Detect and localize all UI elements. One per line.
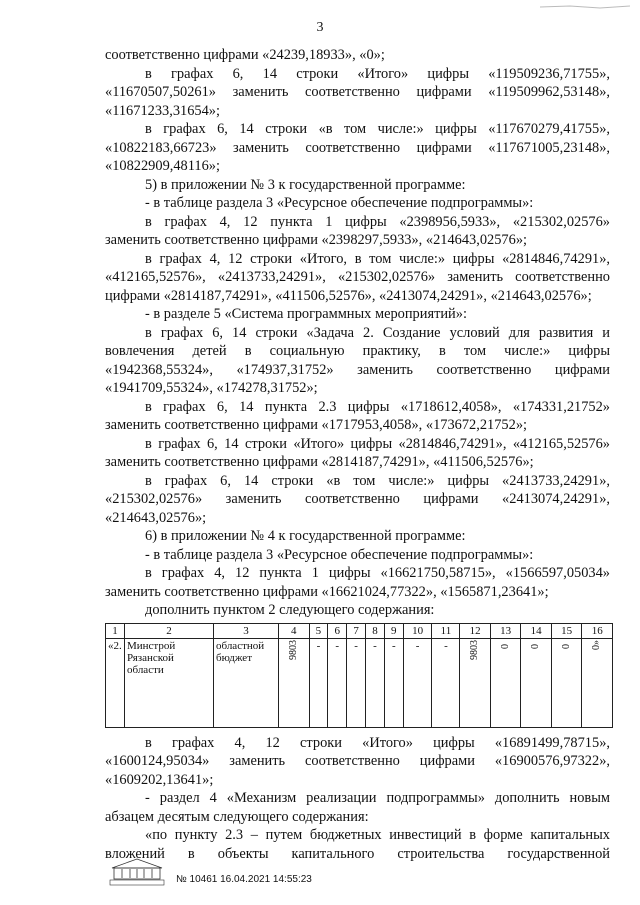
text-line: «1609202,13641»; bbox=[105, 771, 214, 788]
text-line: «1600124,95034» заменить соответственно цифрами «16900576,97322», bbox=[105, 753, 610, 769]
text-line: в графах 4, 12 пункта 1 цифры «2398956,5933», «215302,02576» bbox=[145, 213, 610, 230]
table-header-cell: 1 bbox=[106, 623, 125, 638]
text-line: «412165,52576», «2413733,24291», «215302,02576» заменить соответственно bbox=[105, 269, 610, 285]
government-building-logo bbox=[108, 856, 166, 886]
table-header-cell: 2 bbox=[125, 623, 214, 638]
text-line: - в таблице раздела 3 «Ресурсное обеспечение подпрограммы»: bbox=[145, 546, 534, 563]
table-cell: - bbox=[328, 638, 347, 727]
table-header-cell: 8 bbox=[366, 623, 385, 638]
table-header-cell: 14 bbox=[521, 623, 552, 638]
text-line: - раздел 4 «Механизм реализации подпрограммы» дополнить новым bbox=[145, 790, 610, 806]
text-line: - в таблице раздела 3 «Ресурсное обеспечение подпрограммы»: bbox=[145, 195, 534, 211]
table-cell bbox=[582, 638, 613, 727]
table-cell bbox=[521, 638, 552, 727]
table-header-cell: 3 bbox=[214, 623, 279, 638]
table-cell: Минстрой Рязанской области bbox=[125, 638, 214, 727]
text-line: 5) в приложении № 3 к государственной программе: bbox=[145, 176, 466, 193]
text-line: вложений в объекты капитального строительства государственной bbox=[105, 845, 610, 862]
table-cell: - bbox=[366, 638, 385, 727]
table-cell: - bbox=[384, 638, 403, 727]
table-cell-text: 0 bbox=[530, 643, 542, 649]
text-line: «215302,02576» заменить соответственно цифрами «2413074,24291», bbox=[105, 491, 610, 507]
text-line: заменить соответственно цифрами «2814187,74291», «411506,52576»; bbox=[105, 454, 534, 470]
text-line: в графах 6, 14 пункта 2.3 цифры «1718612,4058», «174331,21752» bbox=[145, 398, 610, 415]
table-cell-text: 0» bbox=[591, 639, 603, 650]
table-header-cell: 6 bbox=[328, 623, 347, 638]
table-cell bbox=[551, 638, 582, 727]
table-cell: областной бюджет bbox=[214, 638, 279, 727]
text-line: вовлечения детей в социальную практику, в том числе:» цифры bbox=[105, 343, 610, 359]
text-line: «11671233,31654»; bbox=[105, 102, 220, 119]
table-header-cell: 9 bbox=[384, 623, 403, 638]
table-header-row bbox=[106, 623, 613, 638]
table-header-cell: 7 bbox=[347, 623, 366, 638]
text-line: «по пункту 2.3 – путем бюджетных инвестиций в форме капитальных bbox=[145, 827, 610, 843]
table-cell: «2. bbox=[106, 638, 125, 727]
table-cell bbox=[279, 638, 310, 727]
text-line: - в разделе 5 «Система программных мероприятий»: bbox=[145, 306, 467, 322]
text-line: абзацем десятым следующего содержания: bbox=[105, 808, 369, 825]
text-line: «1941709,55324», «174278,31752»; bbox=[105, 380, 318, 396]
table-cell-text: 9803 bbox=[287, 639, 299, 660]
text-line: «1942368,55324», «174937,31752» заменить соответственно цифрами bbox=[105, 361, 610, 378]
text-line: «10822909,48116»; bbox=[105, 158, 220, 174]
table-header-cell: 5 bbox=[309, 623, 328, 638]
text-line: «214643,02576»; bbox=[105, 509, 207, 526]
document-body bbox=[105, 46, 610, 863]
text-line: дополнить пунктом 2 следующего содержания: bbox=[145, 602, 435, 618]
table-cell-text: 0 bbox=[560, 643, 572, 649]
table-cell bbox=[490, 638, 521, 727]
text-line: заменить соответственно цифрами «2398297,5933», «214643,02576»; bbox=[105, 232, 528, 248]
table-header-cell: 15 bbox=[551, 623, 582, 638]
budget-table bbox=[105, 623, 613, 728]
text-line: в графах 4, 12 пункта 1 цифры «16621750,58715», «1566597,05034» bbox=[145, 565, 610, 581]
text-line: в графах 6, 14 строки «Итого» цифры «119509236,71755», bbox=[145, 65, 610, 82]
text-line: в графах 6, 14 строки «Итого» цифры «2814846,74291», «412165,52576» bbox=[145, 435, 610, 452]
text-line: в графах 6, 14 строки «Задача 2. Создание условий для развития и bbox=[145, 324, 610, 341]
text-line: заменить соответственно цифрами «16621024,77322», «1565871,23641»; bbox=[105, 583, 549, 600]
text-line: в графах 4, 12 строки «Итого, в том числе:» цифры «2814846,74291», bbox=[145, 250, 610, 267]
text-line: «11670507,50261» заменить соответственно цифрами «119509962,53148», bbox=[105, 84, 610, 100]
table-cell: - bbox=[403, 638, 432, 727]
table-cell-text: 9803 bbox=[469, 639, 481, 660]
table-row bbox=[106, 638, 613, 727]
table-cell: - bbox=[432, 638, 460, 727]
text-line: «10822183,66723» заменить соответственно цифрами «117671005,23148», bbox=[105, 139, 610, 156]
document-footer bbox=[108, 852, 588, 892]
table-header-cell: 16 bbox=[582, 623, 613, 638]
table-cell-text: 0 bbox=[499, 643, 511, 649]
table-header-cell: 12 bbox=[460, 623, 491, 638]
text-line: в графах 4, 12 строки «Итого» цифры «16891499,78715», bbox=[145, 734, 610, 751]
text-line: в графах 6, 14 строки «в том числе:» цифры «117670279,41755», bbox=[145, 121, 610, 137]
table-header-cell: 11 bbox=[432, 623, 460, 638]
table-header-cell: 4 bbox=[279, 623, 310, 638]
text-line: в графах 6, 14 строки «в том числе:» цифры «2413733,24291», bbox=[145, 472, 610, 489]
table-cell: - bbox=[347, 638, 366, 727]
text-line: цифрами «2814187,74291», «411506,52576», «2413074,24291», «214643,02576»; bbox=[105, 287, 592, 304]
table-cell bbox=[460, 638, 491, 727]
page-number: 3 bbox=[316, 20, 324, 35]
scan-edge-mark bbox=[540, 4, 630, 10]
table-cell: - bbox=[309, 638, 328, 727]
table-header-cell: 13 bbox=[490, 623, 521, 638]
text-line: заменить соответственно цифрами «1717953,4058», «173672,21752»; bbox=[105, 417, 528, 433]
registration-stamp: № 10461 16.04.2021 14:55:23 bbox=[176, 874, 312, 885]
table-header-cell: 10 bbox=[403, 623, 432, 638]
text-line: 6) в приложении № 4 к государственной программе: bbox=[145, 528, 466, 544]
text-line: соответственно цифрами «24239,18933», «0»; bbox=[105, 47, 385, 63]
